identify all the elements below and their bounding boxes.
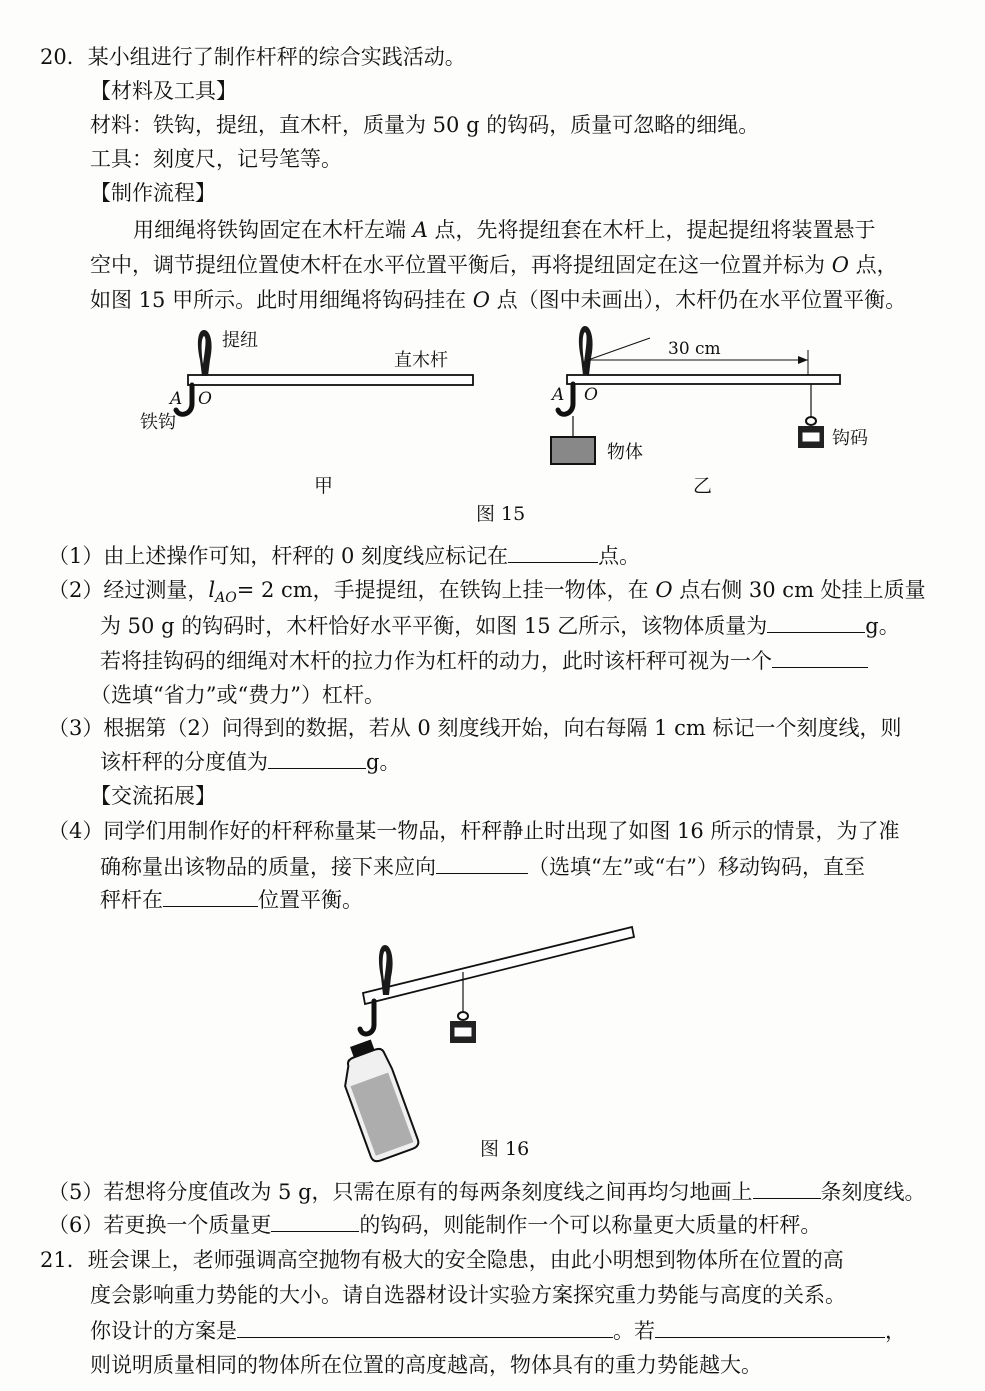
- bottle-icon: [340, 1036, 420, 1163]
- knob-loop-icon: [198, 330, 212, 376]
- q20-part2-line1: （2）经过测量，$l_{AO}= 2$ cm，手提提纽，在铁钩上挂一物体，在 O 点右侧 30 cm 处挂上质量: [48, 578, 926, 607]
- figure-16: [340, 925, 650, 1170]
- process-line-2: 空中，调节提纽位置使木杆在水平位置平衡后，再将提纽固定在这一位置并标为 O 点，: [90, 253, 898, 277]
- answer-blank-4a[interactable]: [436, 851, 528, 874]
- var-O: O: [472, 288, 490, 312]
- process-line-3: 如图 15 甲所示。此时用细绳将钩码挂在 O 点（图中未画出），木杆仍在水平位置平衡。: [90, 288, 907, 312]
- answer-blank-6[interactable]: [271, 1209, 359, 1232]
- label-distance: 30 cm: [668, 339, 721, 359]
- q20-part4-line1: （4）同学们用制作好的杆秤称量某一物品，杆秤静止时出现了如图 16 所示的情景，为了准: [48, 819, 900, 843]
- var-O: O: [831, 253, 849, 277]
- wooden-stick: [567, 375, 840, 384]
- q20-part5: （5）若想将分度值改为 5 g，只需在原有的每两条刻度线之间再均匀地画上 条刻度线。: [48, 1176, 926, 1207]
- figure-15: [130, 320, 890, 535]
- label-object: 物体: [607, 442, 643, 463]
- q20-number: 20．: [40, 45, 88, 69]
- label-weight: 钩码: [832, 428, 868, 449]
- answer-blank-1[interactable]: [508, 540, 598, 563]
- q21-number: 21．: [40, 1248, 88, 1272]
- q20-intro: 某小组进行了制作杆秤的综合实践活动。: [87, 45, 466, 69]
- wooden-stick: [188, 375, 473, 385]
- figure-15-b: [550, 326, 868, 497]
- answer-blank-2b[interactable]: [772, 645, 868, 668]
- process-line-1: 用细绳将铁钩固定在木杆左端 A 点，先将提纽套在木杆上，提起提纽将装置悬于: [133, 218, 876, 242]
- answer-blank-3[interactable]: [268, 746, 366, 769]
- q20-part1: （1）由上述操作可知，杆秤的 0 刻度线应标记在 点。: [48, 540, 640, 571]
- label-point-O: O: [198, 389, 212, 409]
- label-stick: 直木杆: [394, 350, 448, 371]
- label-point-O: O: [584, 385, 598, 405]
- label-knob: 提纽: [222, 330, 258, 351]
- q20-part4-line2: 确称量出该物品的质量，接下来应向 （选填“左”或“右”）移动钩码，直至: [100, 851, 865, 882]
- tools-text: 工具：刻度尺，记号笔等。: [90, 147, 342, 171]
- label-point-A: A: [552, 385, 565, 405]
- q21-line3: 你设计的方案是 。若 ，: [90, 1315, 906, 1346]
- process-heading: 【制作流程】: [90, 181, 216, 205]
- label-sub-b: 乙: [693, 475, 713, 497]
- q21-line4: 则说明质量相同的物体所在位置的高度越高，物体具有的重力势能越大。: [90, 1353, 762, 1377]
- q21-line1: 21．班会课上，老师强调高空抛物有极大的安全隐患，由此小明想到物体所在位置的高: [40, 1248, 844, 1272]
- q20-stem: [40, 42, 466, 72]
- iron-hook-icon: [360, 1001, 374, 1034]
- label-hook: 铁钩: [140, 412, 176, 433]
- q21-line2: 度会影响重力势能的大小。请自选器材设计实验方案探究重力势能与高度的关系。: [90, 1283, 846, 1307]
- figure-15-caption: 图 15: [476, 503, 526, 525]
- label-point-A: A: [170, 389, 183, 409]
- object-block: [551, 437, 595, 464]
- answer-blank-4b[interactable]: [163, 884, 258, 907]
- var-A: A: [412, 218, 428, 242]
- q20-part2-line3: 若将挂钩码的细绳对木杆的拉力作为杠杆的动力，此时该杆秤可视为一个: [100, 645, 868, 676]
- q20-part2-line4: （选填“省力”或“费力”）杠杆。: [90, 683, 385, 707]
- q20-part3-line1: （3）根据第（2）问得到的数据，若从 0 刻度线开始，向右每隔 1 cm 标记一个刻度线，则: [48, 716, 902, 740]
- label-sub-a: 甲: [314, 475, 334, 497]
- q20-part4-line3: 秤杆在 位置平衡。: [100, 884, 363, 915]
- q20-part3-line2: 该杆秤的分度值为 g。: [100, 746, 400, 777]
- q20-part2-line2: 为 50 g 的钩码时，木杆恰好水平平衡，如图 15 乙所示，该物体质量为 g。: [100, 610, 900, 641]
- answer-blank-2a[interactable]: [767, 610, 865, 633]
- materials-text: 材料：铁钩，提纽，直木杆，质量为 50 g 的钩码，质量可忽略的细绳。: [90, 113, 760, 137]
- q20-part6: （6）若更换一个质量更 的钩码，则能制作一个可以称量更大质量的杆秤。: [48, 1209, 821, 1240]
- answer-blank-21b[interactable]: [655, 1315, 885, 1338]
- tilted-stick: [363, 927, 634, 1004]
- answer-blank-21a[interactable]: [237, 1315, 613, 1338]
- answer-blank-5[interactable]: [753, 1176, 821, 1199]
- exchange-heading: 【交流拓展】: [90, 784, 216, 808]
- figure-15-a: [140, 330, 473, 497]
- materials-heading: 【材料及工具】: [90, 79, 237, 103]
- figure-16-caption: 图 16: [480, 1138, 530, 1160]
